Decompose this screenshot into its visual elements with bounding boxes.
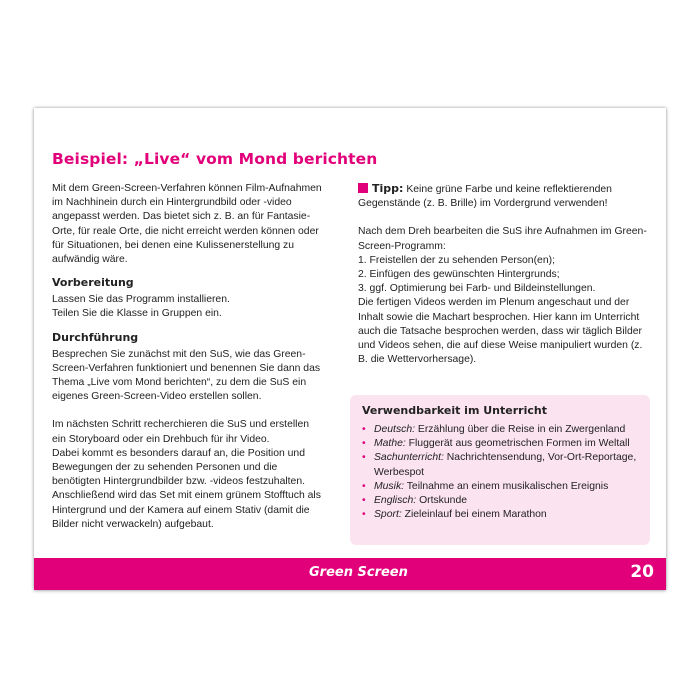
list-item <box>362 451 640 479</box>
list-item <box>362 480 640 494</box>
subject-text: Teilnahme an einem musikalischen Ereignis <box>406 480 609 492</box>
tip-square-icon <box>358 183 368 193</box>
durchfuehrung-paragraph-2: Im nächsten Schritt recherchieren die SuS und erstellen ein Storyboard oder ein Drehbuch für ihr Video. <box>52 419 310 445</box>
subject-text: Fluggerät aus geometrischen Formen im Weltall <box>408 438 630 450</box>
bullet-icon: • <box>362 480 366 492</box>
left-column <box>52 182 322 532</box>
subject-label: Musik: <box>374 480 405 492</box>
nachdreh-outro: Die fertigen Videos werden im Plenum angeschaut und der Inhalt sowie die Machart besprochen. Hier kann im Unterricht auch die Tatsache besprochen werden, dass wir täglich Bilder und Videos sehen, die auf diese Weise manipuliert wurden (z. B. die Wettervorhersage). <box>358 297 643 366</box>
list-item <box>362 494 640 508</box>
subject-text: Zieleinlauf bei einem Marathon <box>404 509 547 521</box>
list-item <box>362 508 640 522</box>
bullet-icon: • <box>362 424 366 435</box>
bullet-icon: • <box>362 509 366 521</box>
durchfuehrung-paragraph-3: Dabei kommt es besonders darauf an, die Position und Bewegungen der zu sehenden Personen und die benötigten Hintergrundbilder bzw. -videos festzuhalten. Anschließend wird das Set mit einem grünem Stofftuch als Hintergrund und der Kamera auf einem Stativ (damit die Bilder nicht verwackeln) aufgebaut. <box>52 447 321 530</box>
durchfuehrung-heading: Durchführung <box>52 330 139 344</box>
subject-label: Englisch: <box>374 495 417 507</box>
intro-paragraph: Mit dem Green-Screen-Verfahren können Film-Aufnahmen im Nachhinein durch ein Hintergrundbild oder -video angepasst werden. Das bietet sich z. B. an für Fantasie-Orte, für reale Orte, die nicht erreicht werden können oder für Situationen, bei denen eine Kulissenerstellung zu aufwändig wäre. <box>52 183 322 266</box>
verwendbarkeit-list <box>362 423 640 522</box>
nachdreh-step-2: 2. Einfügen des gewünschten Hintergrunds; <box>358 269 560 281</box>
subject-text: Ortskunde <box>419 495 467 507</box>
vorbereitung-heading: Vorbereitung <box>52 276 134 290</box>
subject-label: Mathe: <box>374 438 406 450</box>
bullet-icon: • <box>362 452 366 464</box>
verwendbarkeit-title: Verwendbarkeit im Unterricht <box>362 404 547 417</box>
nachdreh-step-3: 3. ggf. Optimierung bei Farb- und Bildeinstellungen. <box>358 283 596 295</box>
page-number: 20 <box>630 562 654 582</box>
subject-label: Sachunterricht: <box>374 452 444 464</box>
vorbereitung-line-1: Lassen Sie das Programm installieren. <box>52 294 230 306</box>
vorbereitung-line-2: Teilen Sie die Klasse in Gruppen ein. <box>52 308 222 320</box>
list-item <box>362 437 640 451</box>
bullet-icon: • <box>362 495 366 507</box>
footer-label: Green Screen <box>309 565 408 580</box>
tipp-label: Tipp: <box>372 182 404 195</box>
bullet-icon: • <box>362 438 366 450</box>
list-item <box>362 423 640 437</box>
tipp-text: Keine grüne Farbe und keine reflektierenden Gegenstände (z. B. Brille) im Vordergrund verwenden! <box>358 184 612 210</box>
nachdreh-intro: Nach dem Dreh bearbeiten die SuS ihre Aufnahmen im Green-Screen-Programm: <box>358 226 647 252</box>
nachdreh-step-1: 1. Freistellen der zu sehenden Person(en); <box>358 254 555 266</box>
tipp-block <box>358 182 650 211</box>
subject-label: Deutsch: <box>374 424 416 435</box>
right-column <box>358 182 650 367</box>
page-title: Beispiel: „Live“ vom Mond berichten <box>52 150 378 168</box>
verwendbarkeit-box <box>350 395 650 545</box>
durchfuehrung-paragraph-1: Besprechen Sie zunächst mit den SuS, wie das Green-Screen-Verfahren funktioniert und benennen Sie dann das Thema „Live vom Mond berichten“, zu dem die SuS ein eigenes Green-Screen-Video erstellen sollen. <box>52 348 321 403</box>
subject-label: Sport: <box>374 509 402 521</box>
subject-text: Erzählung über die Reise in ein Zwergenland <box>417 424 626 435</box>
subject-text: Nachrichtensendung, Vor-Ort-Reportage, Werbespot <box>374 452 637 478</box>
footer-bar <box>34 558 666 590</box>
